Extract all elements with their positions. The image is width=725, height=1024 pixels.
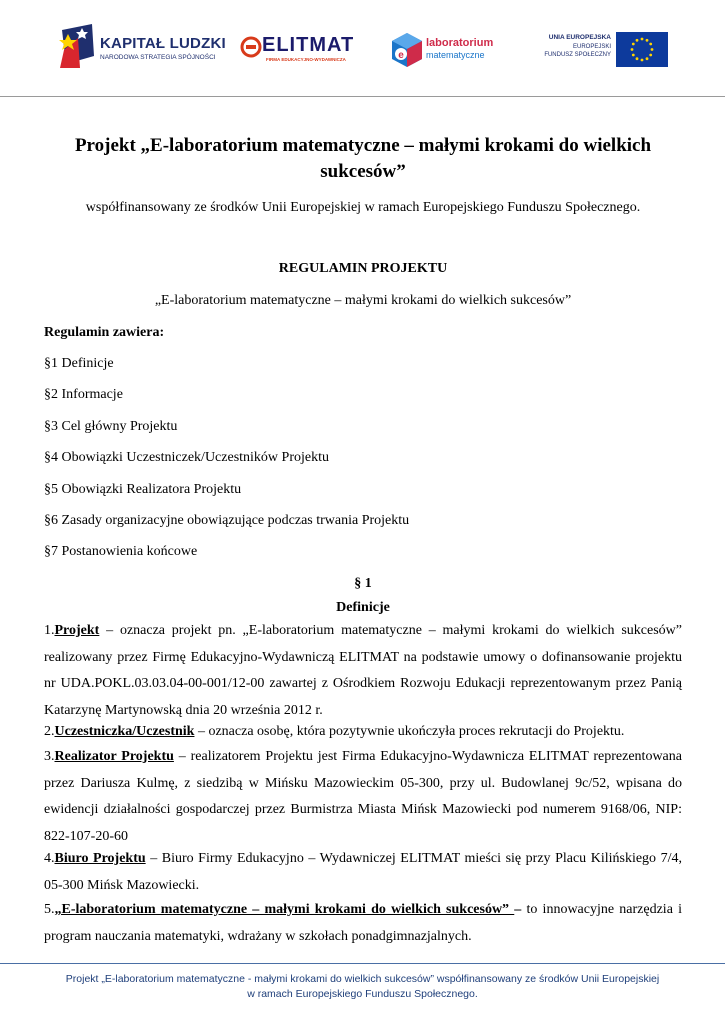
definition-term: Uczestniczka/Uczestnik (54, 724, 195, 739)
definition-5 (44, 897, 682, 950)
footer-line2: w ramach Europejskiego Funduszu Społecznego. (247, 988, 478, 1000)
definition-text: to innowacyjne narzędzia i program nauczania matematyki, wdrażany w szkołach ponadgimnazjalnych. (44, 902, 682, 944)
page-footer (20, 972, 705, 1002)
contents-item: §1 Definicje (44, 356, 114, 371)
header-divider (0, 96, 725, 97)
definition-2 (44, 719, 682, 746)
kapital-ludzki-emblem-icon (58, 22, 98, 72)
document-title-line1: Projekt „E-laboratorium matematyczne – małymi krokami do wielkich (74, 135, 652, 156)
regulamin-project-name: „E-laboratorium matematyczne – małymi krokami do wielkich sukcesów” (154, 293, 572, 308)
footer-divider (0, 963, 725, 964)
definition-4 (44, 846, 682, 899)
definition-number: 2. (44, 724, 55, 739)
definition-number: 3. (44, 749, 55, 764)
kapital-ludzki-title: KAPITAŁ LUDZKI (100, 35, 226, 52)
definition-number: 4. (44, 851, 55, 866)
definition-number: 5. (44, 902, 55, 917)
definition-number: 1. (44, 623, 55, 638)
contents-item: §5 Obowiązki Realizatora Projektu (44, 482, 242, 497)
definition-term: Realizator Projektu (54, 749, 174, 764)
eu-logo-line1: UNIA EUROPEJSKA (548, 34, 611, 41)
regulamin-heading: REGULAMIN PROJEKTU (278, 261, 448, 276)
contents-item: §3 Cel główny Projektu (44, 419, 178, 434)
laboratorium-badge-letter: e (398, 50, 404, 61)
eu-logo-line3: FUNDUSZ SPOŁECZNY (544, 52, 611, 58)
contents-label: Regulamin zawiera: (44, 325, 165, 340)
definition-dash: – (514, 902, 522, 917)
laboratorium-subtitle: matematyczne (426, 50, 485, 60)
definition-term: Projekt (54, 623, 100, 638)
laboratorium-cube-icon (390, 32, 424, 68)
contents-item: §7 Postanowienia końcowe (44, 544, 198, 559)
contents-item: §4 Obowiązki Uczestniczek/Uczestników Projektu (44, 450, 329, 465)
section-title: Definicje (336, 600, 390, 615)
document-title-line2: sukcesów” (320, 161, 406, 182)
definition-text: – Biuro Firmy Edukacyjno – Wydawniczej ELITMAT mieści się przy Placu Kilińskiego 7/4, 05-300 Mińsk Mazowiecki. (44, 851, 682, 893)
document-title (44, 133, 682, 185)
definition-1 (44, 618, 682, 724)
document-subtitle: współfinansowany ze środków Unii Europejskiej w ramach Europejskiego Funduszu Społecznego. (85, 200, 641, 215)
kapital-ludzki-subtitle: NARODOWA STRATEGIA SPÓJNOŚCI (100, 54, 216, 61)
footer-line1: Projekt „E-laboratorium matematyczne - małymi krokami do wielkich sukcesów” współfinansowany ze środków Unii Europejskiej (65, 973, 660, 985)
laboratorium-title: laboratorium (426, 37, 494, 49)
elitmat-tagline: FIRMA EDUKACYJNO-WYDAWNICZA (266, 57, 346, 62)
section-number: § 1 (354, 576, 372, 591)
contents-item: §2 Informacje (44, 387, 123, 402)
definition-3 (44, 744, 682, 850)
elitmat-name: ELITMAT (262, 34, 355, 56)
kapital-ludzki-logo (58, 22, 226, 74)
eu-flag-icon (616, 32, 668, 67)
elitmat-logo (240, 36, 365, 68)
definition-text: – realizatorem Projektu jest Firma Edukacyjno-Wydawnicza ELITMAT reprezentowana przez Dariusza Kulmę, z siedzibą w Mińsku Mazowieckim 05-300, przy ul. Budowlanej 9c/52, wpisana do ewidencji działalności gospodarczej przez Burmistrza Miasta Mińsk Mazowiecki pod numerem 9168/06, NIP: 822-107-20-60 (44, 749, 682, 844)
definition-text: – oznacza projekt pn. „E-laboratorium matematyczne – małymi krokami do wielkich sukcesów” realizowany przez Firmę Edukacyjno-Wydawniczą ELITMAT na podstawie umowy o dofinansowanie projektu nr UDA.POKL.03.03.04-00-001/12-00 zawartej z Ośrodkiem Rozwoju Edukacji reprezentowanym przez Panią Katarzynę Martynowską dnia 20 września 2012 r. (44, 623, 682, 718)
eu-logo (538, 32, 668, 68)
eu-logo-line2: EUROPEJSKI (572, 44, 611, 50)
laboratorium-logo (390, 32, 500, 70)
page-header (0, 0, 725, 97)
definition-text: – oznacza osobę, która pozytywnie ukończyła proces rekrutacji do Projektu. (194, 724, 625, 739)
elitmat-mark-icon (240, 36, 262, 58)
definition-term: „E-laboratorium matematyczne – małymi krokami do wielkich sukcesów” (54, 902, 515, 917)
definition-term: Biuro Projektu (54, 851, 146, 866)
contents-item: §6 Zasady organizacyjne obowiązujące podczas trwania Projektu (44, 513, 410, 528)
